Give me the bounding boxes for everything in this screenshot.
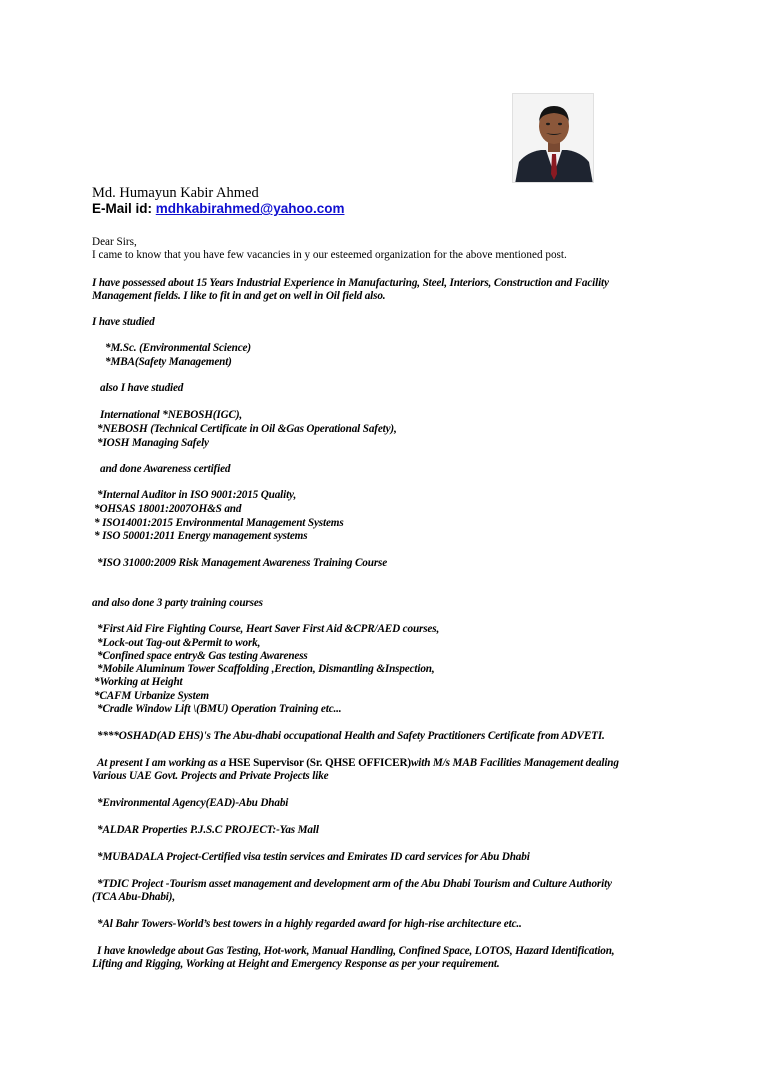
training-item: *Working at Height [94, 676, 183, 688]
degree-item: *M.Sc. (Environmental Science) [105, 342, 251, 354]
awareness-item: *OHSAS 18001:2007OH&S and [94, 503, 242, 515]
email-line [92, 201, 344, 217]
current-role-intro: At present I am working as a [97, 757, 229, 769]
training-item: *Lock-out Tag-out &Permit to work, [97, 637, 261, 649]
experience-line-1: I have possessed about 15 Years Industrial Experience in Manufacturing, Steel, Interiors, Construction and Facility [92, 277, 609, 289]
project-item: *TDIC Project -Tourism asset management and development arm of the Abu Dhabi Tourism and Culture Authority [97, 878, 612, 890]
certification-item: *NEBOSH (Technical Certificate in Oil &Gas Operational Safety), [97, 423, 397, 435]
awareness-item: *Internal Auditor in ISO 9001:2015 Quality, [97, 489, 297, 501]
training-item: *CAFM Urbanize System [94, 690, 209, 702]
oshad-certificate: ****OSHAD(AD EHS)'s The Abu-dhabi occupational Health and Safety Practitioners Certificate from ADVETI. [97, 730, 605, 742]
awareness-item: * ISO14001:2015 Environmental Management Systems [94, 517, 344, 529]
also-studied-heading: also I have studied [100, 382, 184, 394]
certification-item: *IOSH Managing Safely [97, 437, 209, 449]
intro-line: I came to know that you have few vacancies in y our esteemed organization for the above mentioned post. [92, 249, 567, 261]
awareness-item: * ISO 50001:2011 Energy management systems [94, 530, 308, 542]
training-item: *First Aid Fire Fighting Course, Heart Saver First Aid &CPR/AED courses, [97, 623, 440, 635]
project-item-continued: (TCA Abu-Dhabi), [92, 891, 175, 903]
experience-line-2: Management fields. I like to fit in and get on well in Oil field also. [92, 290, 386, 302]
salutation: Dear Sirs, [92, 236, 137, 248]
degree-item: *MBA(Safety Management) [105, 356, 232, 368]
profile-photo [512, 93, 594, 183]
knowledge-line-1: I have knowledge about Gas Testing, Hot-work, Manual Handling, Confined Space, LOTOS, Hazard Identification, [97, 945, 615, 957]
knowledge-line-2: Lifting and Rigging, Working at Height and Emergency Response as per your requirement. [92, 958, 500, 970]
current-role-line-1 [97, 757, 619, 770]
training-heading: and also done 3 party training courses [92, 597, 263, 609]
studied-heading: I have studied [92, 316, 155, 328]
training-item: *Mobile Aluminum Tower Scaffolding ,Erection, Dismantling &Inspection, [97, 663, 435, 675]
project-item: *MUBADALA Project-Certified visa testin services and Emirates ID card services for Abu Dhabi [97, 851, 530, 863]
project-item: *Al Bahr Towers-World’s best towers in a highly regarded award for high-rise architecture etc.. [97, 918, 522, 930]
current-role-line-2: Various UAE Govt. Projects and Private Projects like [92, 770, 329, 782]
email-link[interactable]: mdhkabirahmed@yahoo.com [155, 201, 345, 216]
current-role-title: HSE Supervisor (Sr. QHSE OFFICER) [228, 757, 411, 769]
training-item: *Confined space entry& Gas testing Awareness [97, 650, 308, 662]
awareness-heading: and done Awareness certified [100, 463, 231, 475]
awareness-item: *ISO 31000:2009 Risk Management Awareness Training Course [97, 557, 388, 569]
training-item: *Cradle Window Lift \(BMU) Operation Training etc... [97, 703, 342, 715]
email-label: E-Mail id: [92, 201, 156, 216]
candidate-name: Md. Humayun Kabir Ahmed [92, 185, 259, 201]
current-role-employer: with M/s MAB Facilities Management dealing [410, 757, 619, 769]
project-item: *ALDAR Properties P.J.S.C PROJECT:-Yas Mall [97, 824, 319, 836]
project-item: *Environmental Agency(EAD)-Abu Dhabi [97, 797, 289, 809]
certification-item: International *NEBOSH(IGC), [100, 409, 243, 421]
